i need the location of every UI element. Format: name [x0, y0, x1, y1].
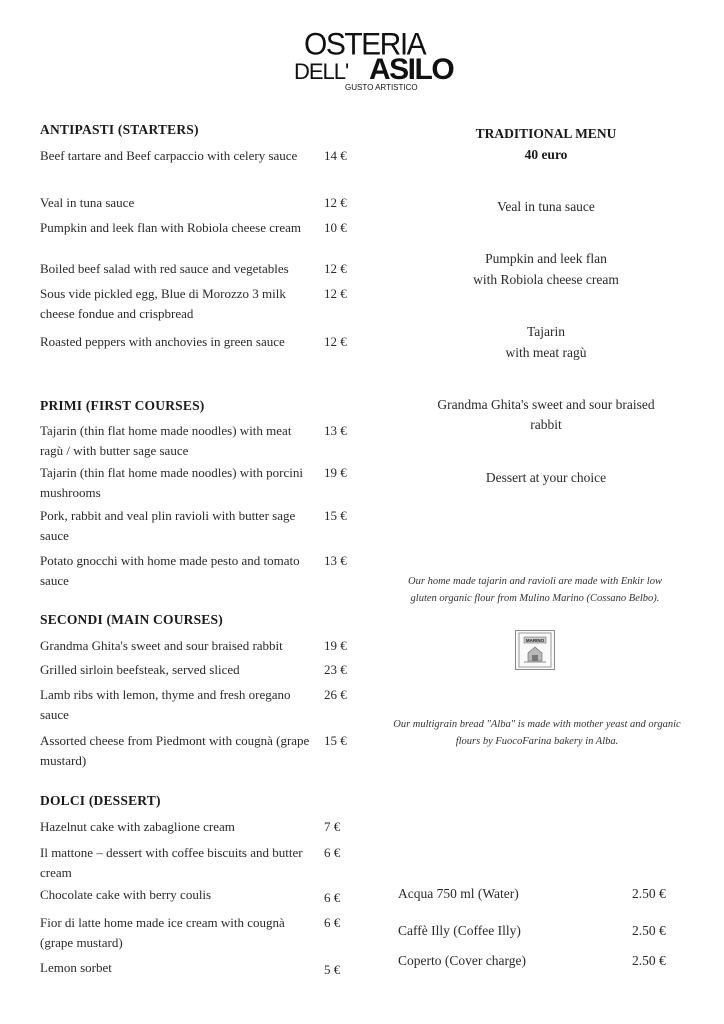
bread-note: Our multigrain bread "Alba" is made with mother yeast and organic flours by FuocoFarina bakery in Alba.: [393, 719, 681, 747]
menu-item-price: 13 €: [324, 553, 347, 568]
menu-item-name: Chocolate cake with berry coulis: [40, 887, 212, 902]
menu-item-price: 12 €: [324, 261, 347, 276]
menu-item-price: 12 €: [324, 334, 347, 349]
traditional-course: Tajarin: [526, 324, 566, 339]
menu-item-name: Lamb ribs with lemon, thyme and fresh oregano sauce: [40, 687, 291, 722]
menu-item-name: Tajarin (thin flat home made noodles) with porcini mushrooms: [40, 465, 303, 500]
menu-item-name: Pork, rabbit and veal plin ravioli with butter sage sauce: [40, 508, 296, 543]
menu-item-name: Beef tartare and Beef carpaccio with celery sauce: [40, 148, 298, 163]
mill-icon: [516, 631, 554, 669]
extra-item-price: 2.50 €: [632, 886, 666, 901]
mulino-marino-logo: [515, 630, 555, 670]
menu-item-name: Fior di latte home made ice cream with cougnà (grape mustard): [40, 915, 285, 950]
section-title-secondi: SECONDI (MAIN COURSES): [40, 612, 223, 627]
menu-item-price: 6 €: [324, 845, 341, 860]
menu-item-price: 6 €: [324, 890, 341, 905]
section-title-antipasti: ANTIPASTI (STARTERS): [40, 122, 199, 137]
traditional-course: Pumpkin and leek flan: [485, 251, 607, 266]
menu-item-name: Il mattone – dessert with coffee biscuits and butter cream: [40, 845, 303, 880]
menu-item-price: 14 €: [324, 148, 347, 163]
traditional-course: Dessert at your choice: [485, 470, 607, 485]
menu-item-name: Tajarin (thin flat home made noodles) with meat ragù / with butter sage sauce: [40, 423, 292, 458]
menu-item-name: Grandma Ghita's sweet and sour braised rabbit: [40, 638, 283, 653]
extra-item-name: Coperto (Cover charge): [398, 953, 526, 968]
menu-item-price: 12 €: [324, 286, 347, 301]
extra-item-price: 2.50 €: [632, 923, 666, 938]
menu-item-price: 15 €: [324, 508, 347, 523]
menu-item-price: 23 €: [324, 662, 347, 677]
menu-item-price: 19 €: [324, 638, 347, 653]
traditional-course-detail: rabbit: [530, 417, 562, 432]
menu-item-price: 7 €: [324, 819, 341, 834]
menu-item-price: 6 €: [324, 915, 341, 930]
menu-item-name: Hazelnut cake with zabaglione cream: [40, 819, 235, 834]
logo-line-dell: DELL': [294, 59, 349, 84]
menu-item-price: 12 €: [324, 195, 347, 210]
menu-item-name: Boiled beef salad with red sauce and vegetables: [40, 261, 289, 276]
menu-item-name: Pumpkin and leek flan with Robiola cheese cream: [40, 220, 302, 235]
menu-item-name: Potato gnocchi with home made pesto and tomato sauce: [40, 553, 300, 588]
menu-item-name: Grilled sirloin beefsteak, served sliced: [40, 662, 240, 677]
logo-line-osteria: OSTERIA: [304, 27, 426, 62]
menu-item-name: Veal in tuna sauce: [40, 195, 135, 210]
menu-item-price: 15 €: [324, 733, 347, 748]
logo-line-asilo: ASILO: [369, 53, 454, 86]
traditional-menu-title: TRADITIONAL MENU: [475, 126, 617, 141]
menu-item-name: Assorted cheese from Piedmont with cougnà (grape mustard): [40, 733, 310, 768]
extra-item-name: Caffè Illy (Coffee Illy): [398, 923, 521, 938]
traditional-course-detail: with meat ragù: [505, 345, 587, 360]
logo-tagline: GUSTO ARTISTICO: [345, 83, 418, 92]
traditional-course: Veal in tuna sauce: [497, 199, 595, 214]
extra-item-name: Acqua 750 ml (Water): [398, 886, 519, 901]
menu-item-name: Lemon sorbet: [40, 960, 112, 975]
menu-item-name: Roasted peppers with anchovies in green sauce: [40, 334, 285, 349]
menu-item-price: 26 €: [324, 687, 347, 702]
traditional-course: Grandma Ghita's sweet and sour braised: [437, 397, 655, 412]
section-title-primi: PRIMI (FIRST COURSES): [40, 398, 205, 413]
traditional-course-detail: with Robiola cheese cream: [473, 272, 619, 287]
mill-logo-text: MARINO: [525, 638, 545, 643]
menu-item-price: 5 €: [324, 962, 341, 977]
restaurant-logo: [288, 27, 454, 102]
menu-item-price: 19 €: [324, 465, 347, 480]
menu-item-name: Sous vide pickled egg, Blue di Morozzo 3 milk cheese fondue and crispbread: [40, 286, 286, 321]
section-title-dolci: DOLCI (DESSERT): [40, 793, 161, 808]
menu-item-price: 13 €: [324, 423, 347, 438]
menu-item-price: 10 €: [324, 220, 347, 235]
traditional-menu-price: 40 euro: [524, 147, 568, 162]
extra-item-price: 2.50 €: [632, 953, 666, 968]
flour-note: Our home made tajarin and ravioli are made with Enkir low gluten organic flour from Mulino Marino (Cossano Belbo).: [408, 576, 662, 604]
